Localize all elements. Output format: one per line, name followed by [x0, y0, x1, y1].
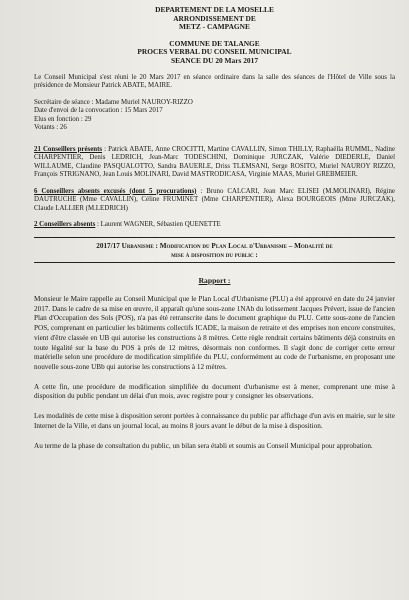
excused-list: : Bruno CALCARI, Jean Marc ELISEI (M.MOLINARI), Régine DAUTRUCHE (Mme CAVALLIN), Céline FRUMINET (Mme CHARPENTIER), Alexa BOURGEOIS (Mme JURCZAK), Claude LALLIER (M.LEDRICH)	[34, 187, 395, 212]
department-heading: DEPARTEMENT DE LA MOSELLE	[155, 5, 274, 14]
document-body	[34, 6, 395, 600]
agenda-item-line1: 2017/17 Urbanisme : Modification du Plan Local d'Urbanisme – Modalité de	[96, 241, 333, 250]
agenda-item-title	[34, 242, 395, 260]
secretary-line: Secrétaire de séance : Madame Muriel NAUROY-RIZZO	[34, 98, 193, 106]
voters-line: Votants : 26	[34, 124, 67, 132]
present-councillors	[34, 146, 395, 180]
session-date-heading: SEANCE DU 20 Mars 2017	[170, 55, 259, 65]
intro-paragraph: Le Conseil Municipal s'est réuni le 20 Mars 2017 en séance ordinaire dans la salle des séances de l'Hôtel de Ville sous la présidence de Monsieur Patrick ABATE, MAIRE.	[34, 73, 395, 90]
session-info	[34, 99, 395, 133]
report-paragraph-4: Au terme de la phase de consultation du public, un bilan sera établi et soumis au Conseil Municipal pour approbation.	[34, 441, 373, 450]
arrondissement-heading: ARRONDISSEMENT DE	[173, 13, 256, 23]
commune-heading: COMMUNE DE TALANGE	[169, 38, 260, 48]
agenda-item-line2: mise à disposition du public :	[171, 250, 258, 259]
divider-bottom	[34, 262, 395, 263]
absent-list: : Laurent WAGNER, Sébastien QUENETTE	[97, 221, 221, 229]
excused-label: 6 Conseillers absents excusés (dont 5 procurations)	[34, 187, 197, 195]
present-label: 21 Conseillers présents	[34, 145, 103, 153]
minutes-heading: PROCES VERBAL DU CONSEIL MUNICIPAL	[137, 47, 292, 57]
metz-heading: METZ - CAMPAGNE	[179, 22, 250, 32]
report-heading: Rapport :	[198, 275, 231, 285]
report-paragraph-3: Les modalités de cette mise à disposition seront portées à connaissance du public par affichage d'un avis en mairie, sur le site Internet de la Ville, et dans un journal local, au moins 8 jours avant le début de la mise à disposition.	[34, 412, 395, 430]
absent-label: 2 Conseillers absents	[34, 221, 96, 229]
excused-councillors	[34, 188, 395, 214]
report-paragraph-2: A cette fin, une procédure de modification simplifiée du document d'urbanisme est à mener, comprenant une mise à disposition du public pendant un délai d'un mois, avec registre pour y consigner les observations.	[34, 382, 395, 401]
convocation-line: Date d'envoi de la convocation : 15 Mars 2017	[34, 107, 163, 115]
elected-line: Elus en fonction : 29	[34, 115, 92, 123]
present-list: : Patrick ABATE, Anne CROCITTI, Martine CAVALLIN, Simon THILLY, Raphaëlla RUMML, Nadine CHARPENTIER, Denis LEDRICH, Jean-Marc TODESCHINI, Dominique JURCZAK, Valérie DIEDERLE, Daniel WILLAUME, Claudine PASQUALOTTO, Sandra BAUERLE, Driss TLEMSANI, Serge ROSITO, Muriel NAUROY RIZZO, François STRIGNANO, Jean Louis MOLINARI, David MASTRODICASA, Virginie MAAS, Muriel GREBMEIER.	[34, 145, 396, 179]
absent-councillors	[34, 221, 395, 230]
report-paragraph-1: Monsieur le Maire rappelle au Conseil Municipal que le Plan Local d'Urbanisme (PLU) a été approuvé en date du 24 janvier 2017. Dans le cadre de sa mise en œuvre, il apparaît qu'une sous-zone 1NAb du lotissement Jacques Prévert, issue de l'ancien Plan d'Occupation des Sols (POS), n'a pas été retranscrite dans le document graphique du PLU. Cette sous-zone de l'ancien POS, comprenant en particulier les bâtiments collectifs ICADE, la maison de retraite et des emprises non encore construites, vient d'être classée en UB qui autorise les constructions à 8 mètres. Cette règle rendrait certains bâtiments déjà construits en toute légalité sur la base du POS à près de 12 mètres, désormais non conformes. Il s'agit donc de corriger cette erreur matérielle selon une procédure de modification simplifiée du PLU, conformément au code de l'urbanisme, en proposant une nouvelle sous-zone UBb qui autorise les constructions à 12 mètres.	[34, 295, 395, 371]
divider-top	[34, 237, 395, 238]
